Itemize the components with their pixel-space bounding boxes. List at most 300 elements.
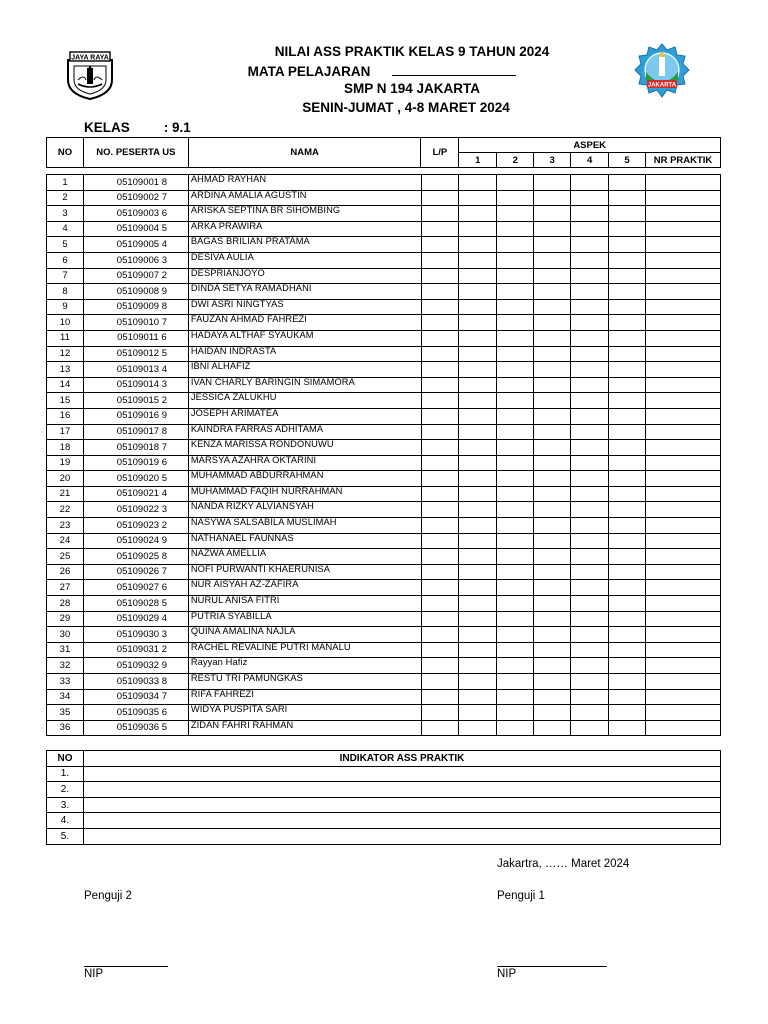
row-aspek-4-cell: [571, 252, 609, 268]
row-aspek-5-cell: [609, 299, 646, 315]
row-nr-praktik-cell: [646, 674, 721, 690]
row-no: 25: [47, 549, 84, 565]
row-peserta-number: 05109024 9: [83, 533, 188, 549]
row-lp-cell: [421, 362, 459, 378]
row-nr-praktik-cell: [646, 658, 721, 674]
row-nr-praktik-cell: [646, 486, 721, 502]
row-no: 4: [47, 221, 84, 237]
row-student-name: MUHAMMAD FAQIH NURRAHMAN: [188, 486, 421, 502]
indikator-row-text: [83, 797, 720, 813]
row-no: 15: [47, 393, 84, 409]
row-nr-praktik-cell: [646, 564, 721, 580]
row-aspek-5-cell: [609, 486, 646, 502]
row-peserta-number: 05109036 5: [83, 720, 188, 736]
row-nr-praktik-cell: [646, 502, 721, 518]
row-student-name: QUINA AMALINA NAJLA: [188, 627, 421, 643]
row-aspek-1-cell: [459, 284, 497, 300]
row-no: 1: [47, 175, 84, 191]
row-aspek-1-cell: [459, 299, 497, 315]
row-peserta-number: 05109019 6: [83, 455, 188, 471]
row-no: 27: [47, 580, 84, 596]
row-peserta-number: 05109029 4: [83, 611, 188, 627]
row-nr-praktik-cell: [646, 393, 721, 409]
row-aspek-5-cell: [609, 642, 646, 658]
row-no: 6: [47, 252, 84, 268]
row-peserta-number: 05109020 5: [83, 471, 188, 487]
row-aspek-3-cell: [534, 689, 571, 705]
row-aspek-1-cell: [459, 268, 497, 284]
row-no: 10: [47, 315, 84, 331]
row-aspek-4-cell: [571, 611, 609, 627]
row-peserta-number: 05109030 3: [83, 627, 188, 643]
row-aspek-4-cell: [571, 315, 609, 331]
row-student-name: MUHAMMAD ABDURRAHMAN: [188, 471, 421, 487]
row-aspek-3-cell: [534, 237, 571, 253]
indikator-row: [47, 797, 721, 813]
page-title: NILAI ASS PRAKTIK KELAS 9 TAHUN 2024: [274, 44, 550, 59]
row-aspek-2-cell: [497, 315, 534, 331]
row-aspek-1-cell: [459, 674, 497, 690]
row-aspek-1-cell: [459, 330, 497, 346]
row-no: 16: [47, 408, 84, 424]
row-student-name: HAIDAN INDRASTA: [188, 346, 421, 362]
row-aspek-1-cell: [459, 315, 497, 331]
row-nr-praktik-cell: [646, 627, 721, 643]
row-aspek-2-cell: [497, 455, 534, 471]
row-lp-cell: [421, 315, 459, 331]
row-aspek-5-cell: [609, 564, 646, 580]
row-lp-cell: [421, 596, 459, 612]
row-lp-cell: [421, 580, 459, 596]
row-peserta-number: 05109034 7: [83, 689, 188, 705]
row-peserta-number: 05109021 4: [83, 486, 188, 502]
row-aspek-1-cell: [459, 237, 497, 253]
row-aspek-5-cell: [609, 221, 646, 237]
row-aspek-4-cell: [571, 518, 609, 534]
row-aspek-3-cell: [534, 705, 571, 721]
table-row: [47, 315, 721, 331]
table-row: [47, 658, 721, 674]
row-aspek-2-cell: [497, 549, 534, 565]
kelas-label: KELAS: [84, 120, 130, 135]
row-student-name: KAINDRA FARRAS ADHITAMA: [188, 424, 421, 440]
row-nr-praktik-cell: [646, 221, 721, 237]
indikator-table: [46, 750, 721, 845]
row-student-name: KENZA MARISSA RONDONUWU: [188, 440, 421, 456]
row-no: 12: [47, 346, 84, 362]
row-lp-cell: [421, 346, 459, 362]
row-aspek-1-cell: [459, 377, 497, 393]
row-student-name: DESPRIANJOYO: [188, 268, 421, 284]
row-aspek-4-cell: [571, 440, 609, 456]
row-aspek-3-cell: [534, 206, 571, 222]
row-peserta-number: 05109011 6: [83, 330, 188, 346]
row-nr-praktik-cell: [646, 533, 721, 549]
row-aspek-3-cell: [534, 674, 571, 690]
table-row: [47, 580, 721, 596]
table-row: [47, 408, 721, 424]
row-aspek-4-cell: [571, 330, 609, 346]
penguji-2-label: Penguji 2: [84, 890, 132, 902]
row-student-name: MARSYA AZAHRA OKTARINI: [188, 455, 421, 471]
row-lp-cell: [421, 175, 459, 191]
row-lp-cell: [421, 611, 459, 627]
row-aspek-5-cell: [609, 611, 646, 627]
row-aspek-1-cell: [459, 393, 497, 409]
row-student-name: DINDA SETYA RAMADHANI: [188, 284, 421, 300]
row-aspek-1-cell: [459, 252, 497, 268]
row-aspek-3-cell: [534, 268, 571, 284]
row-nr-praktik-cell: [646, 440, 721, 456]
row-aspek-1-cell: [459, 533, 497, 549]
row-aspek-3-cell: [534, 330, 571, 346]
row-aspek-4-cell: [571, 424, 609, 440]
row-student-name: FAUZAN AHMAD FAHREZI: [188, 315, 421, 331]
row-lp-cell: [421, 299, 459, 315]
row-aspek-4-cell: [571, 299, 609, 315]
table-row: [47, 330, 721, 346]
row-peserta-number: 05109022 3: [83, 502, 188, 518]
schedule-line: SENIN-JUMAT , 4-8 MARET 2024: [302, 100, 510, 115]
row-lp-cell: [421, 455, 459, 471]
table-row: [47, 377, 721, 393]
row-aspek-1-cell: [459, 705, 497, 721]
row-aspek-4-cell: [571, 221, 609, 237]
table-row: [47, 674, 721, 690]
row-nr-praktik-cell: [646, 705, 721, 721]
row-peserta-number: 05109023 2: [83, 518, 188, 534]
row-lp-cell: [421, 206, 459, 222]
row-student-name: IBNI ALHAFIZ: [188, 362, 421, 378]
row-nr-praktik-cell: [646, 346, 721, 362]
table-row: [47, 642, 721, 658]
row-no: 22: [47, 502, 84, 518]
row-aspek-1-cell: [459, 564, 497, 580]
school-name: SMP N 194 JAKARTA: [343, 81, 481, 96]
row-no: 20: [47, 471, 84, 487]
row-no: 9: [47, 299, 84, 315]
row-peserta-number: 05109032 9: [83, 658, 188, 674]
row-aspek-3-cell: [534, 471, 571, 487]
row-lp-cell: [421, 424, 459, 440]
row-no: 17: [47, 424, 84, 440]
row-aspek-2-cell: [497, 440, 534, 456]
row-aspek-2-cell: [497, 221, 534, 237]
row-peserta-number: 05109015 2: [83, 393, 188, 409]
row-student-name: Rayyan Hafiz: [188, 658, 421, 674]
row-nr-praktik-cell: [646, 175, 721, 191]
header-aspek-2: 2: [497, 153, 534, 168]
row-aspek-3-cell: [534, 362, 571, 378]
row-aspek-4-cell: [571, 362, 609, 378]
row-aspek-4-cell: [571, 549, 609, 565]
row-lp-cell: [421, 408, 459, 424]
row-lp-cell: [421, 518, 459, 534]
header-peserta: NO. PESERTA US: [83, 138, 188, 168]
mata-pelajaran-label: MATA PELAJARAN: [247, 64, 371, 79]
row-aspek-1-cell: [459, 596, 497, 612]
row-aspek-3-cell: [534, 284, 571, 300]
row-aspek-4-cell: [571, 564, 609, 580]
row-aspek-4-cell: [571, 674, 609, 690]
row-aspek-4-cell: [571, 377, 609, 393]
row-no: 19: [47, 455, 84, 471]
row-aspek-3-cell: [534, 486, 571, 502]
row-aspek-3-cell: [534, 518, 571, 534]
table-row: [47, 596, 721, 612]
table-row: [47, 705, 721, 721]
row-student-name: DESIVA AULIA: [188, 252, 421, 268]
row-aspek-3-cell: [534, 190, 571, 206]
kelas-row: [84, 120, 191, 135]
row-nr-praktik-cell: [646, 252, 721, 268]
table-row: [47, 440, 721, 456]
indikator-row-no: 3.: [47, 797, 84, 813]
row-aspek-3-cell: [534, 315, 571, 331]
row-aspek-2-cell: [497, 611, 534, 627]
row-aspek-5-cell: [609, 268, 646, 284]
table-row: [47, 502, 721, 518]
row-nr-praktik-cell: [646, 471, 721, 487]
row-aspek-5-cell: [609, 580, 646, 596]
row-no: 26: [47, 564, 84, 580]
row-aspek-2-cell: [497, 175, 534, 191]
row-aspek-2-cell: [497, 330, 534, 346]
row-aspek-1-cell: [459, 580, 497, 596]
row-aspek-4-cell: [571, 689, 609, 705]
row-nr-praktik-cell: [646, 549, 721, 565]
row-lp-cell: [421, 689, 459, 705]
nip-label-penguji-1: NIP: [497, 968, 517, 980]
row-peserta-number: 05109003 6: [83, 206, 188, 222]
row-no: 11: [47, 330, 84, 346]
indikator-row-no: 1.: [47, 766, 84, 782]
row-lp-cell: [421, 440, 459, 456]
row-aspek-4-cell: [571, 705, 609, 721]
row-aspek-3-cell: [534, 533, 571, 549]
row-aspek-5-cell: [609, 502, 646, 518]
table-row: [47, 564, 721, 580]
table-row: [47, 549, 721, 565]
row-aspek-4-cell: [571, 471, 609, 487]
row-aspek-2-cell: [497, 362, 534, 378]
row-aspek-2-cell: [497, 424, 534, 440]
row-aspek-2-cell: [497, 471, 534, 487]
indikator-row: [47, 828, 721, 844]
indikator-row-no: 4.: [47, 813, 84, 829]
row-nr-praktik-cell: [646, 455, 721, 471]
row-aspek-4-cell: [571, 627, 609, 643]
row-lp-cell: [421, 252, 459, 268]
row-aspek-1-cell: [459, 346, 497, 362]
header-nama: NAMA: [188, 138, 421, 168]
row-aspek-2-cell: [497, 518, 534, 534]
indikator-row-text: [83, 766, 720, 782]
row-aspek-4-cell: [571, 596, 609, 612]
row-no: 28: [47, 596, 84, 612]
indikator-header-title: INDIKATOR ASS PRAKTIK: [83, 751, 720, 767]
table-row: [47, 720, 721, 736]
header-lp: L/P: [421, 138, 459, 168]
row-aspek-1-cell: [459, 720, 497, 736]
row-aspek-4-cell: [571, 533, 609, 549]
row-peserta-number: 05109002 7: [83, 190, 188, 206]
row-nr-praktik-cell: [646, 377, 721, 393]
row-student-name: NOFI PURWANTI KHAERUNISA: [188, 564, 421, 580]
row-nr-praktik-cell: [646, 689, 721, 705]
row-aspek-4-cell: [571, 486, 609, 502]
row-aspek-4-cell: [571, 190, 609, 206]
row-aspek-4-cell: [571, 175, 609, 191]
row-aspek-3-cell: [534, 627, 571, 643]
row-peserta-number: 05109028 5: [83, 596, 188, 612]
place-date: Jakartra, …… Maret 2024: [497, 858, 630, 870]
row-no: 13: [47, 362, 84, 378]
row-lp-cell: [421, 190, 459, 206]
table-row: [47, 611, 721, 627]
table-row: [47, 190, 721, 206]
row-no: 24: [47, 533, 84, 549]
student-grade-table: [46, 174, 721, 736]
header-nr-praktik: NR PRAKTIK: [646, 153, 721, 168]
row-aspek-5-cell: [609, 471, 646, 487]
table-row: [47, 206, 721, 222]
row-student-name: JESSICA ZALUKHU: [188, 393, 421, 409]
row-aspek-3-cell: [534, 549, 571, 565]
row-student-name: HADAYA ALTHAF SYAUKAM: [188, 330, 421, 346]
row-lp-cell: [421, 705, 459, 721]
mata-pelajaran-row: [0, 64, 766, 79]
mata-pelajaran-blank: [392, 65, 516, 76]
row-aspek-3-cell: [534, 377, 571, 393]
row-peserta-number: 05109035 6: [83, 705, 188, 721]
row-student-name: NANDA RIZKY ALVIANSYAH: [188, 502, 421, 518]
row-aspek-5-cell: [609, 689, 646, 705]
row-aspek-2-cell: [497, 627, 534, 643]
indikator-row-no: 2.: [47, 782, 84, 798]
row-lp-cell: [421, 237, 459, 253]
table-row: [47, 268, 721, 284]
row-peserta-number: 05109010 7: [83, 315, 188, 331]
row-aspek-4-cell: [571, 284, 609, 300]
row-aspek-5-cell: [609, 705, 646, 721]
row-aspek-2-cell: [497, 190, 534, 206]
row-aspek-1-cell: [459, 658, 497, 674]
row-aspek-1-cell: [459, 689, 497, 705]
row-aspek-5-cell: [609, 237, 646, 253]
row-aspek-5-cell: [609, 362, 646, 378]
signature-line-penguji-1: [497, 966, 607, 967]
row-nr-praktik-cell: [646, 268, 721, 284]
row-lp-cell: [421, 549, 459, 565]
row-student-name: DWI ASRI NINGTYAS: [188, 299, 421, 315]
row-peserta-number: 05109006 3: [83, 252, 188, 268]
row-aspek-5-cell: [609, 720, 646, 736]
row-aspek-3-cell: [534, 455, 571, 471]
row-peserta-number: 05109026 7: [83, 564, 188, 580]
row-lp-cell: [421, 642, 459, 658]
row-aspek-1-cell: [459, 627, 497, 643]
row-student-name: RIFA FAHREZI: [188, 689, 421, 705]
row-aspek-5-cell: [609, 533, 646, 549]
table-row: [47, 237, 721, 253]
row-aspek-2-cell: [497, 658, 534, 674]
row-aspek-1-cell: [459, 471, 497, 487]
row-peserta-number: 05109014 3: [83, 377, 188, 393]
row-aspek-4-cell: [571, 408, 609, 424]
row-aspek-4-cell: [571, 268, 609, 284]
row-no: 5: [47, 237, 84, 253]
row-aspek-2-cell: [497, 502, 534, 518]
row-aspek-5-cell: [609, 206, 646, 222]
row-peserta-number: 05109033 8: [83, 674, 188, 690]
row-no: 30: [47, 627, 84, 643]
table-row: [47, 175, 721, 191]
row-aspek-5-cell: [609, 424, 646, 440]
row-no: 21: [47, 486, 84, 502]
row-student-name: NASYWA SALSABILA MUSLIMAH: [188, 518, 421, 534]
row-lp-cell: [421, 268, 459, 284]
row-no: 35: [47, 705, 84, 721]
nip-label-penguji-2: NIP: [84, 968, 104, 980]
row-aspek-4-cell: [571, 720, 609, 736]
table-row: [47, 486, 721, 502]
row-lp-cell: [421, 502, 459, 518]
header-aspek-3: 3: [534, 153, 571, 168]
row-peserta-number: 05109027 6: [83, 580, 188, 596]
row-no: 36: [47, 720, 84, 736]
row-aspek-3-cell: [534, 596, 571, 612]
row-lp-cell: [421, 377, 459, 393]
header-aspek-5: 5: [609, 153, 646, 168]
row-aspek-4-cell: [571, 580, 609, 596]
row-peserta-number: 05109004 5: [83, 221, 188, 237]
row-aspek-3-cell: [534, 252, 571, 268]
row-aspek-3-cell: [534, 564, 571, 580]
row-aspek-2-cell: [497, 237, 534, 253]
table-row: [47, 284, 721, 300]
row-aspek-5-cell: [609, 408, 646, 424]
row-lp-cell: [421, 471, 459, 487]
row-aspek-2-cell: [497, 346, 534, 362]
row-student-name: ARDINA AMALIA AGUSTIN: [188, 190, 421, 206]
row-no: 31: [47, 642, 84, 658]
indikator-row-text: [83, 782, 720, 798]
header-aspek-1: 1: [459, 153, 497, 168]
row-aspek-3-cell: [534, 175, 571, 191]
row-aspek-3-cell: [534, 720, 571, 736]
row-student-name: AHMAD RAYHAN: [188, 175, 421, 191]
row-lp-cell: [421, 330, 459, 346]
indikator-row-text: [83, 828, 720, 844]
row-nr-praktik-cell: [646, 424, 721, 440]
row-aspek-3-cell: [534, 299, 571, 315]
row-aspek-2-cell: [497, 299, 534, 315]
indikator-row: [47, 782, 721, 798]
indikator-row-text: [83, 813, 720, 829]
row-lp-cell: [421, 720, 459, 736]
table-row: [47, 362, 721, 378]
row-aspek-1-cell: [459, 611, 497, 627]
row-aspek-2-cell: [497, 642, 534, 658]
table-row: [47, 518, 721, 534]
row-student-name: RESTU TRI PAMUNGKAS: [188, 674, 421, 690]
kelas-value: : 9.1: [163, 120, 191, 135]
row-nr-praktik-cell: [646, 190, 721, 206]
row-no: 23: [47, 518, 84, 534]
row-nr-praktik-cell: [646, 362, 721, 378]
row-peserta-number: 05109013 4: [83, 362, 188, 378]
